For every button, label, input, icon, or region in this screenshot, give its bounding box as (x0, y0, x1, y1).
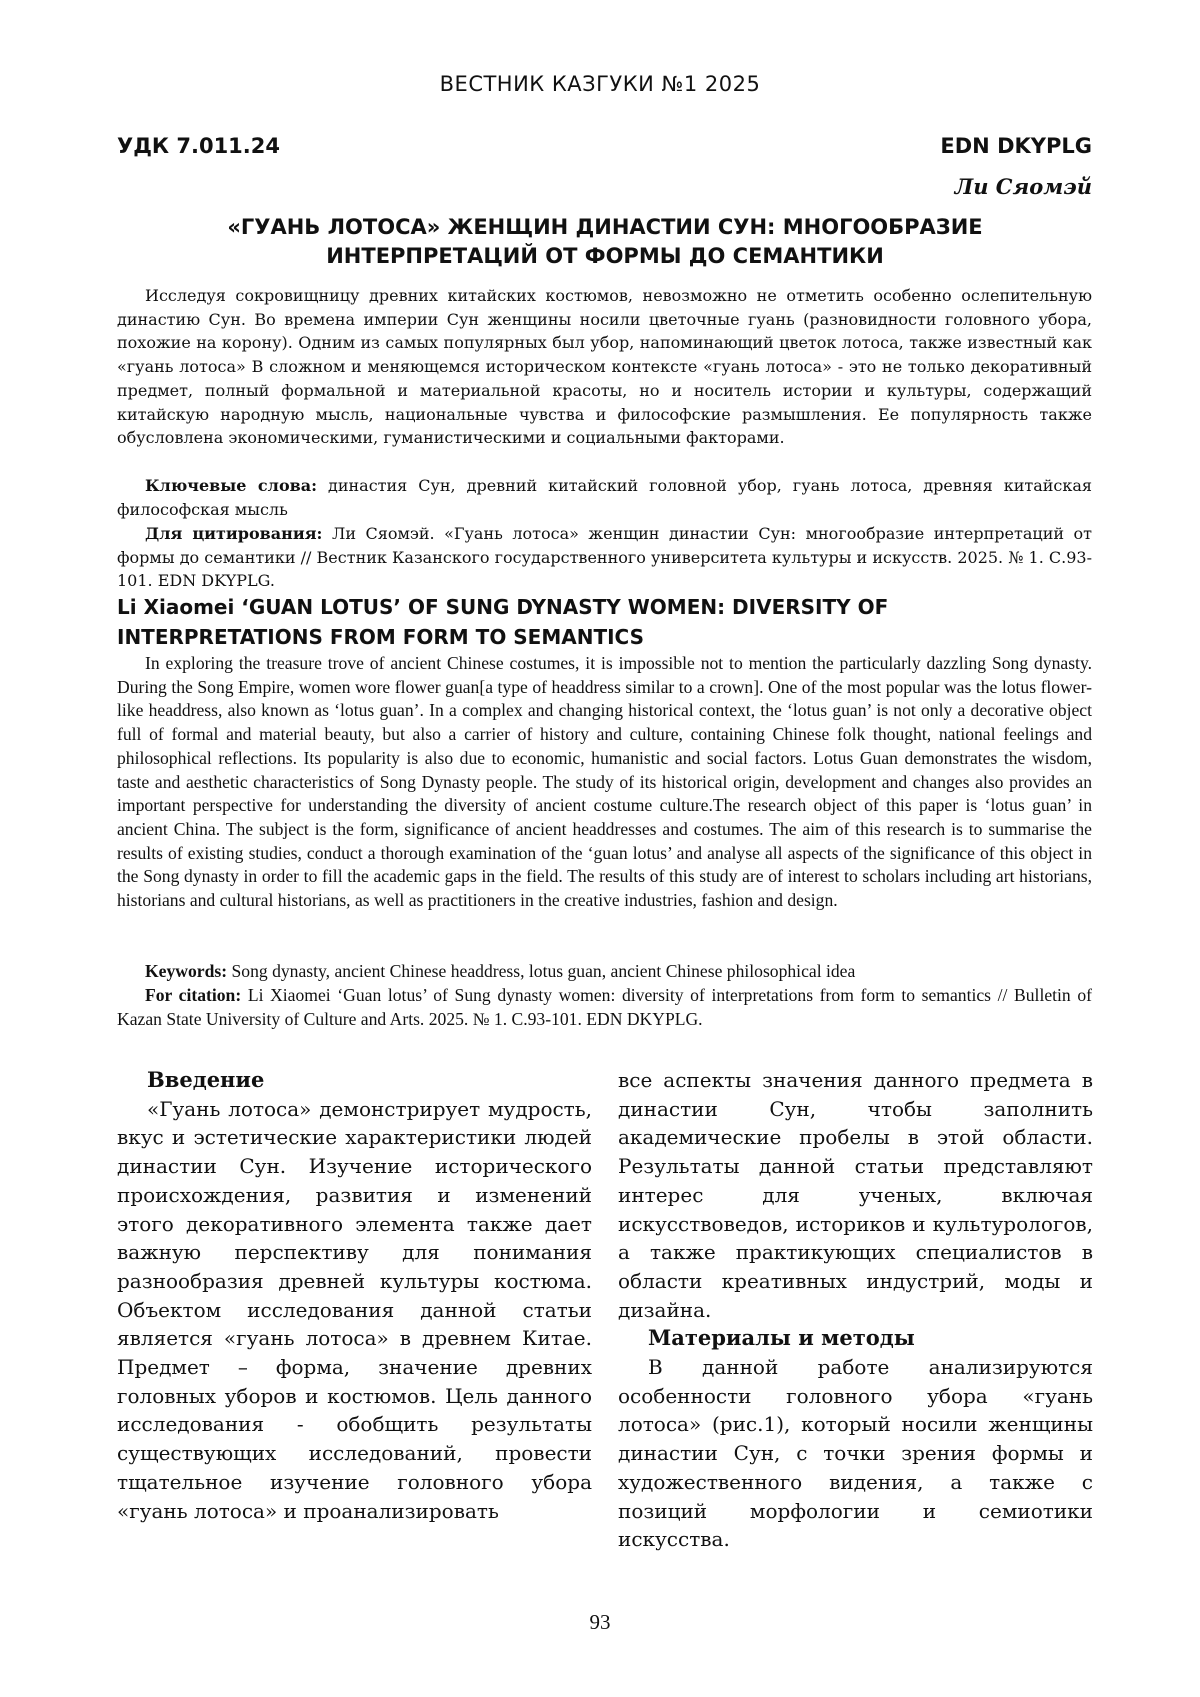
methods-heading: Материалы и методы (648, 1325, 915, 1351)
body-column-left (117, 1066, 592, 1525)
citation-en-label: For citation: (145, 985, 242, 1005)
body-column-right (618, 1066, 1093, 1554)
keywords-en-label: Keywords: (145, 961, 228, 981)
article-title-en: Li Xiaomei ‘GUAN LOTUS’ OF SUNG DYNASTY WOMEN: DIVERSITY OF INTERPRETATIONS FROM FORM TO SEMANTICS (117, 595, 889, 649)
methods-paragraph: В данной работе анализируются особенности головного убора «гуань лотоса» (рис.1), который носили женщины династии Сун, с точки зрения формы и художественного видения, а также с позиций морфологии и семиотики искусства. (618, 1355, 1093, 1552)
keywords-en-text: Song dynasty, ancient Chinese headdress, lotus guan, ancient Chinese philosophical idea (227, 961, 856, 981)
author-name: Ли Сяомэй (954, 174, 1092, 199)
keywords-ru (117, 474, 1092, 521)
udk-code: УДК 7.011.24 (117, 134, 280, 158)
abstract-en (117, 652, 1092, 913)
article-title-ru: «ГУАНЬ ЛОТОСА» ЖЕНЩИН ДИНАСТИИ СУН: МНОГООБРАЗИЕ ИНТЕРПРЕТАЦИЙ ОТ ФОРМЫ ДО СЕМАНТИКИ (227, 215, 983, 268)
keywords-ru-text: династия Сун, древний китайский головной убор, гуань лотоса, древняя китайская философская мысль (117, 476, 1093, 519)
citation-ru-text: Ли Сяомэй. «Гуань лотоса» женщин династии Сун: многообразие интерпретаций от формы до семантики // Вестник Казанского государственного университета культуры и искусств. 2025. № 1. С.93-101. EDN DKYPLG. (117, 524, 1093, 591)
keywords-ru-label: Ключевые слова: (145, 476, 318, 495)
citation-en (117, 984, 1092, 1031)
page-number: 93 (589, 1610, 611, 1634)
abstract-en-text: In exploring the treasure trove of ancient Chinese costumes, it is impossible not to mention the particularly dazzling Song dynasty. During the Song Empire, women wore flower guan[a type of headdress similar to a crown]. One of the most popular was the lotus flower-like headdress, also known as ‘lotus guan’. In a complex and changing historical context, the ‘lotus guan’ is not only a decorative object full of formal and material beauty, but also a carrier of history and culture, containing Chinese folk thought, national feelings and philosophical reflections. Its popularity is also due to economic, humanistic and social factors. Lotus Guan demonstrates the wisdom, taste and aesthetic characteristics of Song Dynasty people. The study of its historical origin, development and changes also provides an important perspective for understanding the diversity of ancient costume culture.The research object of this paper is ‘lotus guan’ in ancient China. The subject is the form, significance of ancient headdresses and costumes. The aim of this research is to summarise the results of existing studies, conduct a thorough examination of the ‘guan lotus’ and analyse all aspects of the significance of this object in the Song dynasty in order to fill the academic gaps in the field. The results of this study are of interest to scholars including art historians, historians and cultural historians, as well as practitioners in the creative industries, fashion and design. (117, 653, 1092, 911)
intro-paragraph: «Гуань лотоса» демонстрирует мудрость, вкус и эстетические характеристики людей династии Сун. Изучение исторического происхождения, развития и изменений этого декоративного элемента также дает важную перспективу для понимания разнообразия древней культуры костюма. Объектом исследования данной статьи является «гуань лотоса» в древнем Китае. Предмет – форма, значение древних головных уборов и костюмов. Цель данного исследования - обобщить результаты существующих исследований, провести тщательное изучение головного убора «гуань лотоса» и проанализировать (117, 1096, 592, 1523)
citation-ru (117, 522, 1092, 593)
keywords-en (117, 960, 1092, 984)
edn-code: EDN DKYPLG (940, 134, 1092, 158)
intro-heading: Введение (147, 1067, 265, 1092)
intro-paragraph-continued: все аспекты значения данного предмета в династии Сун, чтобы заполнить академические пробелы в этой области. Результаты данной статьи представляют интерес для ученых, включая искусствоведов, историков и культурологов, а также практикующих специалистов в области креативных индустрий, моды и дизайна. (618, 1068, 1093, 1322)
abstract-ru (117, 284, 1092, 450)
citation-en-text: Li Xiaomei ‘Guan lotus’ of Sung dynasty women: diversity of interpretations from form to semantics // Bulletin of Kazan State University of Culture and Arts. 2025. № 1. С.93-101. EDN DKYPLG. (117, 985, 1092, 1029)
citation-ru-label: Для цитирования: (145, 524, 323, 543)
journal-running-header: ВЕСТНИК КАЗГУКИ №1 2025 (439, 72, 761, 96)
abstract-ru-text: Исследуя сокровищницу древних китайских костюмов, невозможно не отметить особенно ослепительную династию Сун. Во времена империи Сун женщины носили цветочные гуань (разновидности головного убора, похожие на корону). Одним из самых популярных был убор, напоминающий цветок лотоса, также известный как «гуань лотоса» В сложном и меняющемся историческом контексте «гуань лотоса» - это не только декоративный предмет, полный формальной и материальной красоты, но и носитель истории и культуры, содержащий китайскую народную мысль, национальные чувства и философские размышления. Ее популярность также обусловлена экономическими, гуманистическими и социальными факторами. (117, 286, 1092, 448)
